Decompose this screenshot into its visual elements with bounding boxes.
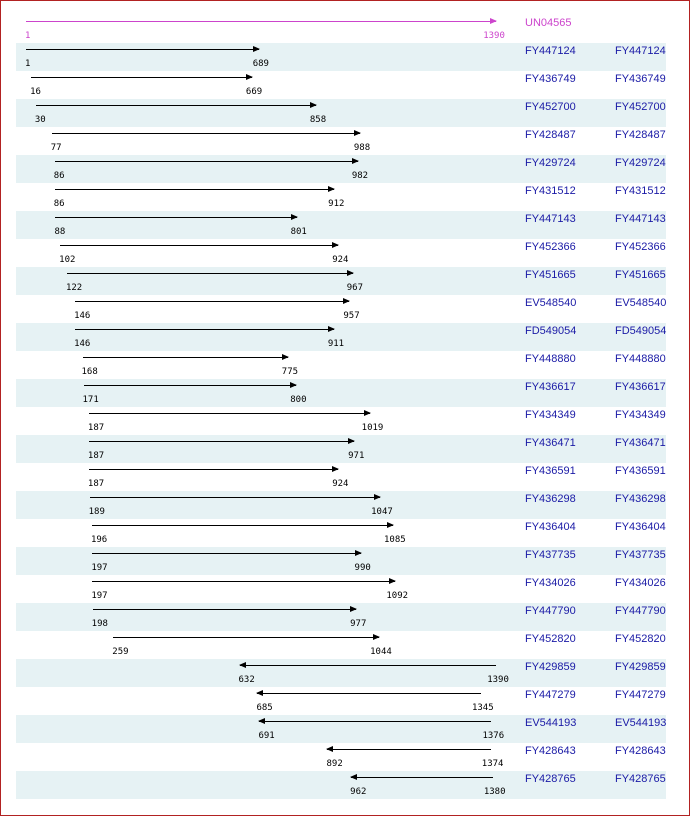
accession-link-secondary[interactable]: FY448880 xyxy=(615,353,666,365)
alignment-arrow-line xyxy=(26,49,259,50)
alignment-end: 990 xyxy=(354,563,371,573)
alignment-arrow-line xyxy=(93,609,357,610)
alignment-arrow-line xyxy=(67,273,353,274)
arrow-right-icon xyxy=(332,466,339,472)
accession-link[interactable]: FY437735 xyxy=(525,549,576,561)
alignment-arrow-line xyxy=(55,217,296,218)
arrow-right-icon xyxy=(328,186,335,192)
alignment-end: 957 xyxy=(343,311,360,321)
accession-link[interactable]: FY452820 xyxy=(525,633,576,645)
arrow-right-icon xyxy=(354,130,361,136)
alignment-start: 197 xyxy=(91,591,108,601)
alignment-arrow-line xyxy=(89,413,371,414)
alignment-end: 800 xyxy=(290,395,307,405)
accession-link-secondary[interactable]: FY451665 xyxy=(615,269,666,281)
reference-arrow-head xyxy=(490,18,497,24)
alignment-start: 86 xyxy=(53,171,65,181)
accession-link[interactable]: FY436591 xyxy=(525,465,576,477)
arrow-right-icon xyxy=(352,158,359,164)
alignment-end: 911 xyxy=(327,339,345,349)
accession-link[interactable]: FY431512 xyxy=(525,185,576,197)
alignment-end: 1044 xyxy=(370,647,392,657)
alignment-end: 1374 xyxy=(481,759,504,769)
alignment-start: 187 xyxy=(87,423,105,433)
alignment-row xyxy=(16,743,666,771)
accession-link-secondary[interactable]: FY436591 xyxy=(615,465,666,477)
alignment-start: 187 xyxy=(87,479,105,489)
alignment-end: 1345 xyxy=(471,703,494,713)
accession-link[interactable]: FY452366 xyxy=(525,241,576,253)
arrow-right-icon xyxy=(374,494,381,500)
alignment-row xyxy=(16,211,666,239)
alignment-arrow-line xyxy=(83,357,288,358)
alignment-row xyxy=(16,463,666,491)
accession-link-secondary[interactable]: FY436298 xyxy=(615,493,666,505)
alignment-row xyxy=(16,351,666,379)
accession-link[interactable]: EV548540 xyxy=(525,297,577,309)
alignment-end: 801 xyxy=(290,227,307,237)
alignment-end: 689 xyxy=(252,59,269,69)
alignment-row xyxy=(16,631,666,659)
alignment-end: 967 xyxy=(346,283,364,293)
accession-link[interactable]: FY451665 xyxy=(525,269,576,281)
alignment-row xyxy=(16,267,666,295)
accession-link-secondary[interactable]: FY428643 xyxy=(615,745,666,757)
alignment-start: 187 xyxy=(87,451,105,461)
arrow-right-icon xyxy=(350,606,357,612)
accession-link-secondary[interactable]: FY437735 xyxy=(615,549,666,561)
alignment-row xyxy=(16,771,666,799)
alignment-arrow-line xyxy=(89,469,338,470)
alignment-start: 685 xyxy=(256,703,273,713)
accession-link[interactable]: FY429859 xyxy=(525,661,576,673)
arrow-right-icon xyxy=(282,354,289,360)
arrow-right-icon xyxy=(291,214,298,220)
alignment-arrow-line xyxy=(55,189,334,190)
alignment-row xyxy=(16,435,666,463)
accession-link[interactable]: FY434349 xyxy=(525,409,576,421)
alignment-arrow-line xyxy=(36,105,316,106)
alignment-arrow-line xyxy=(90,497,380,498)
accession-link[interactable]: FY452700 xyxy=(525,101,576,113)
accession-link[interactable]: FY447790 xyxy=(525,605,576,617)
reference-row xyxy=(16,15,666,43)
accession-link-secondary[interactable]: FY429859 xyxy=(615,661,666,673)
alignment-row xyxy=(16,183,666,211)
alignment-row xyxy=(16,127,666,155)
alignment-arrow-line xyxy=(52,133,360,134)
arrow-left-icon xyxy=(256,690,263,696)
accession-link-secondary[interactable]: EV544193 xyxy=(615,717,667,729)
alignment-row xyxy=(16,71,666,99)
alignment-row xyxy=(16,407,666,435)
accession-link-secondary[interactable]: FD549054 xyxy=(615,325,667,337)
alignment-start: 1 xyxy=(25,59,31,69)
alignment-start: 16 xyxy=(30,87,41,97)
alignment-arrow-line xyxy=(89,441,354,442)
alignment-end: 924 xyxy=(332,479,349,489)
alignment-end: 988 xyxy=(353,143,371,153)
alignment-end: 982 xyxy=(351,171,369,181)
reference-end: 1390 xyxy=(483,31,505,41)
alignment-start: 77 xyxy=(50,143,62,153)
accession-link-secondary[interactable]: FY436471 xyxy=(615,437,666,449)
alignment-arrow-line xyxy=(92,525,393,526)
reference-arrow-line xyxy=(26,21,496,22)
accession-link[interactable]: FY436749 xyxy=(525,73,576,85)
accession-link-secondary[interactable]: FY436617 xyxy=(615,381,666,393)
alignment-end: 912 xyxy=(328,199,345,209)
accession-link[interactable]: FD549054 xyxy=(525,325,577,337)
accession-link-secondary[interactable]: FY428765 xyxy=(615,773,666,785)
alignment-row xyxy=(16,659,666,687)
alignment-row xyxy=(16,323,666,351)
alignment-row xyxy=(16,575,666,603)
alignment-end: 1019 xyxy=(361,423,384,433)
accession-link[interactable]: FY436617 xyxy=(525,381,576,393)
alignment-arrow-line xyxy=(31,77,252,78)
alignment-end: 971 xyxy=(348,451,365,461)
reference-start: 1 xyxy=(25,31,31,41)
accession-link[interactable]: FY428765 xyxy=(525,773,576,785)
alignment-start: 102 xyxy=(59,255,76,265)
alignment-arrow-line xyxy=(75,329,334,330)
alignment-arrow-line xyxy=(257,693,480,694)
arrow-right-icon xyxy=(348,438,355,444)
alignment-arrow-line xyxy=(240,665,496,666)
alignment-start: 30 xyxy=(34,115,46,125)
alignment-start: 189 xyxy=(88,507,105,517)
alignment-row xyxy=(16,43,666,71)
alignment-arrow-line xyxy=(75,301,349,302)
alignment-start: 146 xyxy=(74,339,91,349)
accession-link[interactable]: FY436404 xyxy=(525,521,576,533)
alignment-row xyxy=(16,99,666,127)
accession-link-secondary[interactable]: FY452820 xyxy=(615,633,666,645)
alignment-arrow-line xyxy=(92,553,360,554)
arrow-right-icon xyxy=(355,550,362,556)
accession-link[interactable]: FY447124 xyxy=(525,45,576,57)
alignment-end: 1376 xyxy=(482,731,505,741)
alignment-row xyxy=(16,295,666,323)
accession-link-secondary[interactable]: FY429724 xyxy=(615,157,666,169)
accession-link-secondary[interactable]: FY428487 xyxy=(615,129,666,141)
alignment-end: 1390 xyxy=(487,675,509,685)
accession-link-secondary[interactable]: EV548540 xyxy=(615,297,667,309)
arrow-left-icon xyxy=(326,746,333,752)
arrow-left-icon xyxy=(350,774,357,780)
accession-link-secondary[interactable]: FY431512 xyxy=(615,185,666,197)
alignment-start: 259 xyxy=(112,647,129,657)
alignment-arrow-line xyxy=(60,245,338,246)
alignment-arrow-line xyxy=(259,721,491,722)
alignment-start: 122 xyxy=(65,283,83,293)
accession-link[interactable]: FY428487 xyxy=(525,129,576,141)
arrow-right-icon xyxy=(246,74,253,80)
alignment-row xyxy=(16,547,666,575)
arrow-right-icon xyxy=(347,270,354,276)
arrow-right-icon xyxy=(253,46,260,52)
alignment-end: 775 xyxy=(281,367,299,377)
accession-link-secondary[interactable]: FY452366 xyxy=(615,241,666,253)
alignment-arrow-line xyxy=(327,749,490,750)
arrow-right-icon xyxy=(290,382,297,388)
alignment-start: 962 xyxy=(350,787,367,797)
accession-link-secondary[interactable]: FY447790 xyxy=(615,605,666,617)
accession-link-secondary[interactable]: FY434026 xyxy=(615,577,666,589)
alignment-arrow-line xyxy=(84,385,297,386)
arrow-right-icon xyxy=(328,326,335,332)
alignment-row xyxy=(16,239,666,267)
arrow-right-icon xyxy=(387,522,394,528)
alignment-start: 632 xyxy=(238,675,255,685)
alignment-end: 924 xyxy=(332,255,349,265)
accession-link-secondary[interactable]: FY434349 xyxy=(615,409,666,421)
accession-link-secondary[interactable]: FY447124 xyxy=(615,45,666,57)
accession-link[interactable]: FY447143 xyxy=(525,213,576,225)
alignment-row xyxy=(16,491,666,519)
alignment-start: 198 xyxy=(91,619,108,629)
alignment-start: 691 xyxy=(258,731,275,741)
alignment-row xyxy=(16,603,666,631)
accession-link-secondary[interactable]: FY436749 xyxy=(615,73,666,85)
alignment-start: 88 xyxy=(54,227,66,237)
accession-link-secondary[interactable]: FY447279 xyxy=(615,689,666,701)
arrow-right-icon xyxy=(373,634,380,640)
alignment-end: 1380 xyxy=(483,787,506,797)
arrow-left-icon xyxy=(258,718,265,724)
alignment-row xyxy=(16,379,666,407)
accession-link-secondary[interactable]: FY436404 xyxy=(615,521,666,533)
arrow-right-icon xyxy=(332,242,339,248)
alignment-end: 1047 xyxy=(371,507,393,517)
alignment-row xyxy=(16,687,666,715)
accession-link[interactable]: EV544193 xyxy=(525,717,577,729)
accession-link[interactable]: FY428643 xyxy=(525,745,576,757)
alignment-start: 168 xyxy=(81,367,98,377)
alignment-start: 146 xyxy=(74,311,91,321)
alignment-end: 669 xyxy=(245,87,263,97)
alignment-end: 858 xyxy=(309,115,327,125)
alignment-end: 1092 xyxy=(386,591,409,601)
alignment-row xyxy=(16,155,666,183)
alignment-arrow-line xyxy=(113,637,379,638)
alignment-end: 1085 xyxy=(383,535,406,545)
accession-link[interactable]: FY436471 xyxy=(525,437,576,449)
accession-link[interactable]: FY429724 xyxy=(525,157,576,169)
alignment-arrow-line xyxy=(92,581,395,582)
accession-link[interactable]: FY447279 xyxy=(525,689,576,701)
alignment-arrow-line xyxy=(55,161,358,162)
alignment-arrow-line xyxy=(351,777,492,778)
arrow-right-icon xyxy=(343,298,350,304)
accession-link-secondary[interactable]: FY447143 xyxy=(615,213,666,225)
alignment-end: 977 xyxy=(350,619,367,629)
arrow-right-icon xyxy=(364,410,371,416)
alignment-start: 86 xyxy=(53,199,65,209)
alignment-start: 197 xyxy=(91,563,108,573)
reference-id[interactable]: UN04565 xyxy=(525,17,572,29)
accession-link[interactable]: FY434026 xyxy=(525,577,576,589)
accession-link[interactable]: FY448880 xyxy=(525,353,576,365)
alignment-start: 196 xyxy=(90,535,108,545)
alignment-row xyxy=(16,715,666,743)
alignment-start: 171 xyxy=(82,395,99,405)
accession-link[interactable]: FY436298 xyxy=(525,493,576,505)
alignment-start: 892 xyxy=(326,759,343,769)
arrow-right-icon xyxy=(310,102,317,108)
accession-link-secondary[interactable]: FY452700 xyxy=(615,101,666,113)
arrow-right-icon xyxy=(389,578,396,584)
arrow-left-icon xyxy=(239,662,246,668)
alignment-row xyxy=(16,519,666,547)
